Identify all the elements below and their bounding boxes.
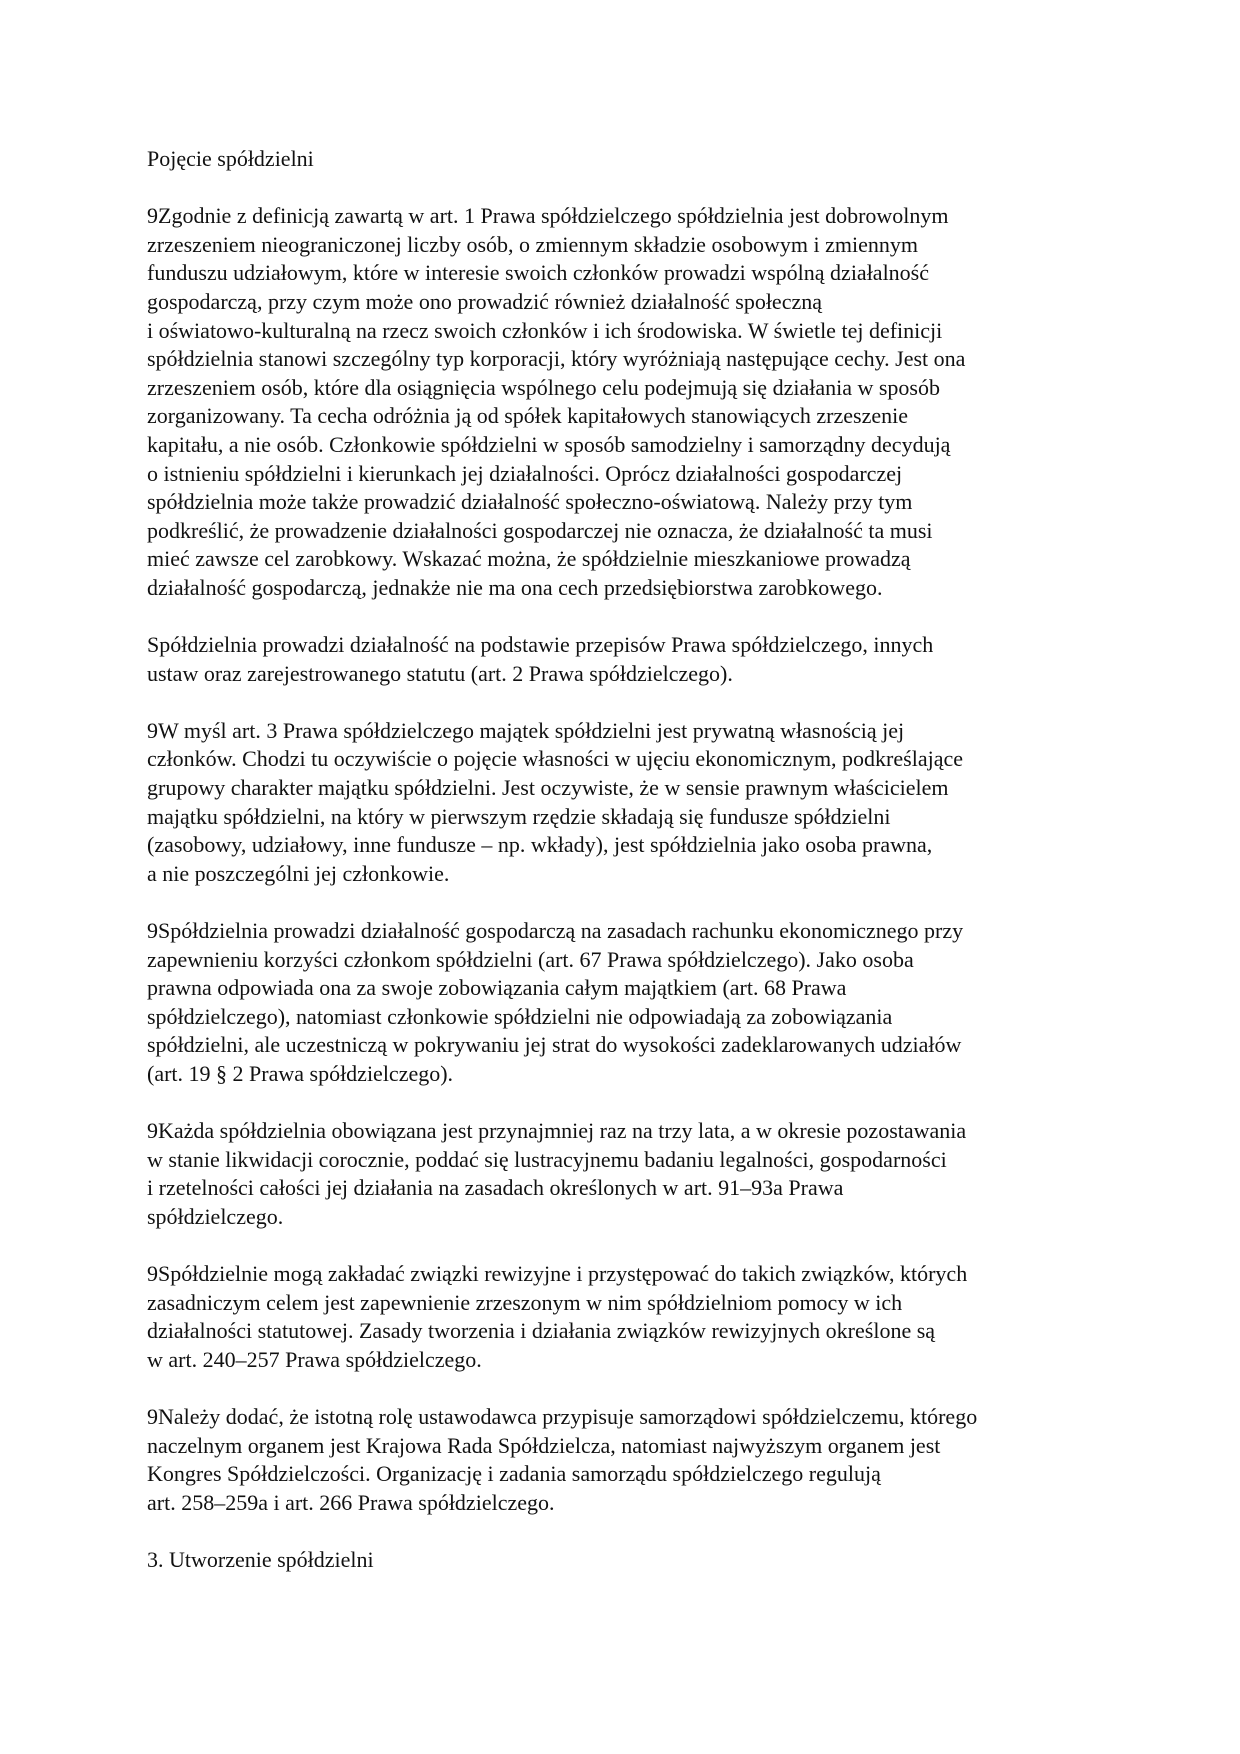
document-title: Pojęcie spółdzielni: [147, 146, 314, 171]
paragraph-definition: 9Zgodnie z definicją zawartą w art. 1 Prawa spółdzielczego spółdzielnia jest dobrowolnym zrzeszeniem nieograniczonej liczby osób, o zmiennym składzie osobowym i zmiennym funduszu udziałowym, które w interesie swoich członków prowadzi wspólną działalność gospodarczą, przy czym może ono prowadzić również działalność społeczną i oświatowo-kulturalną na rzecz swoich członków i ich środowiska. W świetle tej definicji spółdzielnia stanowi szczególny typ korporacji, który wyróżniają następujące cechy. Jest ona zrzeszeniem osób, które dla osiągnięcia wspólnego celu podejmują się działania w sposób zorganizowany. Ta cecha odróżnia ją od spółek kapitałowych stanowiących zrzeszenie kapitału, a nie osób. Członkowie spółdzielni w sposób samodzielny i samorządny decydują o istnieniu spółdzielni i kierunkach jej działalności. Oprócz działalności gospodarczej spółdzielnia może także prowadzić działalność społeczno-oświatową. Należy przy tym podkreślić, że prowadzenie działalności gospodarczej nie oznacza, że działalność ta musi mieć zawsze cel zarobkowy. Wskazać można, że spółdzielnie mieszkaniowe prowadzą działalność gospodarczą, jednakże nie ma ona cech przedsiębiorstwa zarobkowego.: [147, 203, 966, 600]
paragraph-economic-activity: 9Spółdzielnia prowadzi działalność gospodarczą na zasadach rachunku ekonomicznego przy zapewnieniu korzyści członkom spółdzielni (art. 67 Prawa spółdzielczego). Jako osoba prawna odpowiada ona za swoje zobowiązania całym majątkiem (art. 68 Prawa spółdzielczego), natomiast członkowie spółdzielni nie odpowiadają za zobowiązania spółdzielni, ale uczestniczą w pokrywaniu jej strat do wysokości zadeklarowanych udziałów (art. 19 § 2 Prawa spółdzielczego).: [147, 918, 964, 1086]
document-page: [147, 145, 1092, 1603]
paragraph-audit: 9Każda spółdzielnia obowiązana jest przynajmniej raz na trzy lata, a w okresie pozostawania w stanie likwidacji corocznie, poddać się lustracyjnemu badaniu legalności, gospodarności i rzetelności całości jej działania na zasadach określonych w art. 91–93a Prawa spółdzielczego.: [147, 1118, 967, 1229]
paragraph-self-government: 9Należy dodać, że istotną rolę ustawodawca przypisuje samorządowi spółdzielczemu, którego naczelnym organem jest Krajowa Rada Spółdzielcza, natomiast najwyższym organem jest Kongres Spółdzielczości. Organizację i zadania samorządu spółdzielczego regulują art. 258–259a i art. 266 Prawa spółdzielczego.: [147, 1404, 978, 1515]
paragraph-property: 9W myśl art. 3 Prawa spółdzielczego majątek spółdzielni jest prywatną własnością jej członków. Chodzi tu oczywiście o pojęcie własności w ujęciu ekonomicznym, podkreślające grupowy charakter majątku spółdzielni. Jest oczywiste, że w sensie prawnym właścicielem majątku spółdzielni, na który w pierwszym rzędzie składają się fundusze spółdzielni (zasobowy, udziałowy, inne fundusze – np. wkłady), jest spółdzielnia jako osoba prawna, a nie poszczególni jej członkowie.: [147, 717, 963, 886]
section-heading: 3. Utworzenie spółdzielni: [147, 1547, 374, 1573]
paragraph-legal-basis: Spółdzielnia prowadzi działalność na podstawie przepisów Prawa spółdzielczego, innych ustaw oraz zarejestrowanego statutu (art. 2 Prawa spółdzielczego).: [147, 632, 934, 686]
paragraph-audit-unions: 9Spółdzielnie mogą zakładać związki rewizyjne i przystępować do takich związków, których zasadniczym celem jest zapewnienie zrzeszonym w nim spółdzielniom pomocy w ich działalności statutowej. Zasady tworzenia i działania związków rewizyjnych określone są w art. 240–257 Prawa spółdzielczego.: [147, 1261, 968, 1372]
